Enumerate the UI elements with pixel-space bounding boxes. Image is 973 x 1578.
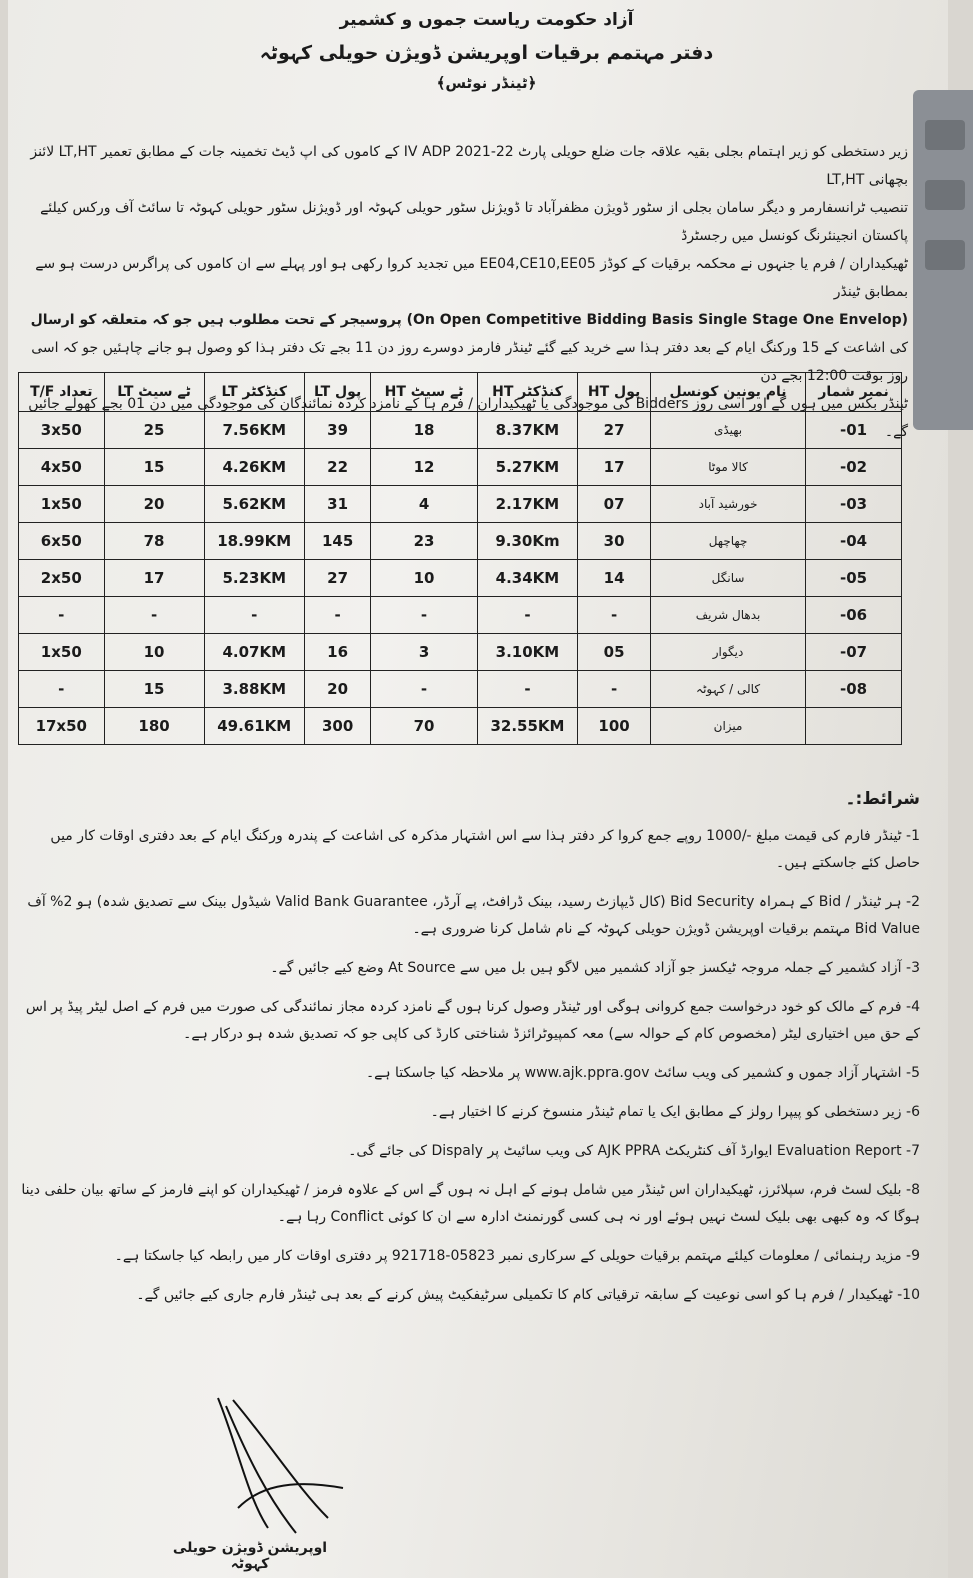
table-header-row	[19, 373, 902, 412]
table-row	[19, 412, 902, 449]
condition-item: 5- اشتہار آزاد جموں و کشمیر کی ویب سائٹ www.ajk.ppra.gov پر ملاحظہ کیا جاسکتا ہے۔	[365, 1065, 920, 1081]
notice-title: ﴿ٹینڈر نوٹس﴾	[436, 74, 537, 92]
table-cell: -	[19, 597, 105, 634]
table-row	[19, 560, 902, 597]
laptop-background	[913, 90, 973, 430]
table-cell: 22	[304, 449, 370, 486]
table-cell: 5.23KM	[204, 560, 304, 597]
table-cell: -	[578, 597, 651, 634]
table-cell: 145	[304, 523, 370, 560]
conditions-list	[20, 823, 920, 1309]
table-cell: -02	[806, 449, 902, 486]
table-cell: 180	[104, 708, 204, 745]
table-cell: 18	[371, 412, 477, 449]
table-cell: -	[477, 597, 577, 634]
table-cell: 27	[304, 560, 370, 597]
conditions-section	[20, 786, 920, 1321]
condition-item: 4- فرم کے مالک کو خود درخواست جمع کروانی ہوگی اور ٹینڈر وصول کرنا ہوں گے نامزد کردہ مجاز نمائندگی کی صورت میں فرم کے اصل لیٹر پیڈ پر اس کے حق میں اختیاری لیٹر (مخصوص کام کے حوالہ سے) معہ کمپیوٹرائزڈ شناختی کارڈ کی کاپی جو کہ تصدیق شدہ ہو درکار ہے۔	[25, 999, 920, 1042]
table-cell: -	[371, 671, 477, 708]
col-header-lt-pole: LT پول	[304, 373, 370, 412]
table-cell	[806, 708, 902, 745]
laptop-key	[925, 180, 965, 210]
condition-item: 3- آزاد کشمیر کے جملہ مروجہ ٹیکسز جو آزاد کشمیر میں لاگو ہیں بل میں سے At Source وضع کیے جائیں گے۔	[270, 960, 920, 976]
government-title: آزاد حکومت ریاست جموں و کشمیر	[339, 10, 634, 30]
table-cell: کالا موٹا	[651, 449, 806, 486]
col-header-lt-conductor: LT کنڈکٹر	[204, 373, 304, 412]
table-cell: 15	[104, 671, 204, 708]
signature-mark	[178, 1388, 378, 1548]
table-cell: 100	[578, 708, 651, 745]
table-cell: -	[477, 671, 577, 708]
table-cell: 32.55KM	[477, 708, 577, 745]
table-cell: بھیڈی	[651, 412, 806, 449]
table-cell: 5.27KM	[477, 449, 577, 486]
intro-line: زیر دستخطی کو زیر اہتمام بجلی بقیہ علاقہ جات ضلع حویلی پارٹ IV ADP 2021-22 کے کاموں کی اپ ڈیٹ تخمینہ جات کے مطابق تعمیر LT,HT لائنز بچھانی LT,HT	[30, 144, 908, 188]
table-cell: 3.88KM	[204, 671, 304, 708]
table-cell: 12	[371, 449, 477, 486]
col-header-ht-pole: HT پول	[578, 373, 651, 412]
table-cell: 18.99KM	[204, 523, 304, 560]
table-cell: 7.56KM	[204, 412, 304, 449]
intro-line: (On Open Competitive Bidding Basis Single Stage One Envelop) پروسیجر کے تحت مطلوب ہیں جو کہ متعلقہ کو ارسال	[30, 312, 908, 328]
table-cell: 20	[104, 486, 204, 523]
table-cell: 2.17KM	[477, 486, 577, 523]
table-cell: 78	[104, 523, 204, 560]
table-cell: -07	[806, 634, 902, 671]
condition-item: 6- زیر دستخطی کو پیپرا رولز کے مطابق ایک یا تمام ٹینڈر منسوخ کرنے کا اختیار ہے۔	[430, 1104, 920, 1120]
table-cell: -01	[806, 412, 902, 449]
table-cell: 1x50	[19, 486, 105, 523]
table-row	[19, 671, 902, 708]
intro-line: تنصیب ٹرانسفارمر و دیگر سامان بجلی از سٹور ڈویژن مظفرآباد تا ڈویژنل سٹور حویلی کہوٹہ اور ڈویژنل سٹور حویلی کہوٹہ تا سائٹ آف ورکس کیلئے پاکستان انجینئرنگ کونسل میں رجسٹرڈ	[40, 200, 908, 244]
table-cell: 4	[371, 486, 477, 523]
table-cell: 30	[578, 523, 651, 560]
notice-header	[0, 8, 973, 92]
col-header-serial: نمبر شمار	[806, 373, 902, 412]
table-row	[19, 597, 902, 634]
col-header-ht-tset: HT ٹے سیٹ	[371, 373, 477, 412]
table-cell: 4.34KM	[477, 560, 577, 597]
table-cell: 10	[371, 560, 477, 597]
table-cell: -04	[806, 523, 902, 560]
condition-item: 8- بلیک لسٹ فرم، سپلائرز، ٹھیکیداران اس ٹینڈر میں شامل ہونے کے اہل نہ ہوں گے اس کے علاوہ فرمز / ٹھیکیداران کو اپنے فارمز کے ساتھ بیان حلفی دینا ہوگا کہ وہ کبھی بھی بلیک لسٹ نہیں ہوئے اور نہ ہی کسی گورنمنٹ ادارہ سے ان کا کوئی Conflict رہا ہے۔	[21, 1182, 920, 1225]
table-cell: 8.37KM	[477, 412, 577, 449]
table-row	[19, 708, 902, 745]
table-cell: دیگوار	[651, 634, 806, 671]
table-cell: سانگل	[651, 560, 806, 597]
condition-item: 10- ٹھیکیدار / فرم ہا کو اسی نوعیت کے سابقہ ترقیاتی کام کا تکمیلی سرٹیفکیٹ پیش کرنے کے بعد ہی ٹینڈر فارم جاری کیے جائیں گے۔	[136, 1287, 920, 1303]
tender-table	[18, 372, 902, 745]
table-cell: 1x50	[19, 634, 105, 671]
table-cell: 20	[304, 671, 370, 708]
table-cell: 16	[304, 634, 370, 671]
table-cell: 39	[304, 412, 370, 449]
laptop-key	[925, 120, 965, 150]
table-cell: 5.62KM	[204, 486, 304, 523]
table-cell: 10	[104, 634, 204, 671]
table-cell: 14	[578, 560, 651, 597]
table-cell: 15	[104, 449, 204, 486]
table-row	[19, 449, 902, 486]
table-cell: خورشید آباد	[651, 486, 806, 523]
intro-line: ٹھیکیداران / فرم یا جنہوں نے محکمہ برقیات کے کوڈز EE04,CE10,EE05 میں تجدید کروا رکھی ہو اور پہلے سے ان کاموں کی پراگرس درست ہو سے بمطابق ٹینڈر	[35, 256, 908, 300]
table-cell: 4x50	[19, 449, 105, 486]
table-cell: 4.07KM	[204, 634, 304, 671]
table-row	[19, 523, 902, 560]
table-cell: کالی / کہوٹہ	[651, 671, 806, 708]
signature-caption: اوپریشن ڈویژن حویلی کہوٹہ	[172, 1540, 328, 1572]
col-header-tf: T/F تعداد	[19, 373, 105, 412]
intro-line: ٹینڈر بکس میں ہوں گے اور اسی روز Bidders کی موجودگی یا ٹھیکیداران / فرم ہا کے نامزد کردہ نمائندگان کی موجودگی میں دن 01 بجے کھولے جائیں گے۔	[28, 396, 908, 440]
col-header-ht-conductor: HT کنڈکٹر	[477, 373, 577, 412]
table-cell: 2x50	[19, 560, 105, 597]
table-cell: -	[578, 671, 651, 708]
table-cell: 25	[104, 412, 204, 449]
table-cell: 23	[371, 523, 477, 560]
table-cell: 3	[371, 634, 477, 671]
table-cell: 9.30Km	[477, 523, 577, 560]
col-header-union-council: نام یونین کونسل	[651, 373, 806, 412]
condition-item: 7- Evaluation Report ایوارڈ آف کنٹریکٹ AJK PPRA کی ویب سائیٹ پر Dispaly کی جائے گی۔	[348, 1143, 920, 1159]
table-cell: 31	[304, 486, 370, 523]
table-cell: 49.61KM	[204, 708, 304, 745]
table-cell: -	[104, 597, 204, 634]
table-cell: 4.26KM	[204, 449, 304, 486]
condition-item: 1- ٹینڈر فارم کی قیمت مبلغ -/1000 روپے جمع کروا کر دفتر ہذا سے اس اشتہار مذکرہ کی اشاعت کے پندرہ ورکنگ ایام کے بعد دفتری اوقات کار میں حاصل کئے جاسکتے ہیں۔	[50, 828, 920, 871]
table-cell: 05	[578, 634, 651, 671]
intro-line: کی اشاعت کے 15 ورکنگ ایام کے بعد دفتر ہذا سے خرید کیے گئے ٹینڈر فارمز دوسرے روز دن 11 بجے تک دفتر ہذا کو وصول ہو جانے چاہئیں جو کہ اسی روز بوقت 12:00 بجے دن	[31, 340, 908, 384]
laptop-key	[925, 240, 965, 270]
table-cell: -	[371, 597, 477, 634]
table-cell: میزان	[651, 708, 806, 745]
table-cell: 17	[104, 560, 204, 597]
table-cell: -	[204, 597, 304, 634]
col-header-lt-tset: LT ٹے سیٹ	[104, 373, 204, 412]
table-row	[19, 634, 902, 671]
table-cell: 3x50	[19, 412, 105, 449]
table-cell: 27	[578, 412, 651, 449]
table-cell: -06	[806, 597, 902, 634]
table-cell: 17x50	[19, 708, 105, 745]
office-title: دفتر مہتمم برقیات اوپریشن ڈویژن حویلی کہوٹہ	[259, 42, 714, 64]
table-cell: 300	[304, 708, 370, 745]
table-row	[19, 486, 902, 523]
table-cell: 6x50	[19, 523, 105, 560]
table-cell: -	[19, 671, 105, 708]
table-cell: 3.10KM	[477, 634, 577, 671]
condition-item: 9- مزید رہنمائی / معلومات کیلئے مہتمم برقیات حویلی کے سرکاری نمبر 05823-921718 پر دفتری اوقات کار میں رابطہ کیا جاسکتا ہے۔	[114, 1248, 920, 1264]
table-cell: بدھال شریف	[651, 597, 806, 634]
table-cell: 17	[578, 449, 651, 486]
conditions-title: شرائط:۔	[845, 789, 920, 809]
table-cell: 70	[371, 708, 477, 745]
table-cell: -08	[806, 671, 902, 708]
table-cell: 07	[578, 486, 651, 523]
table-cell: -03	[806, 486, 902, 523]
table-body	[19, 412, 902, 745]
table-cell: -	[304, 597, 370, 634]
table-cell: چھاچھل	[651, 523, 806, 560]
table-cell: -05	[806, 560, 902, 597]
condition-item: 2- ہر ٹینڈر / Bid کے ہمراہ Bid Security (کال ڈیپازٹ رسید، بینک ڈرافٹ، پے آرڈر، Valid Bank Guarantee شیڈول بینک سے تصدیق شدہ) ہو 2% آف Bid Value مہتمم برقیات اوپریشن ڈویژن حویلی کہوٹہ کے نام شامل کرنا ضروری ہے۔	[27, 894, 920, 937]
